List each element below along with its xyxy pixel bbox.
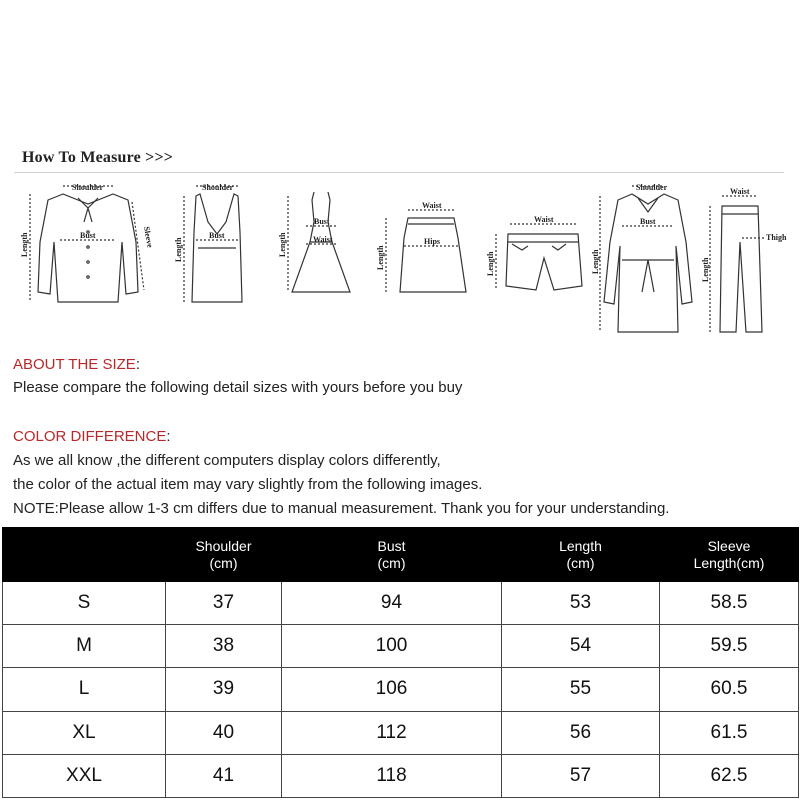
- label-length: Length: [376, 245, 385, 270]
- dress-figure: [276, 182, 366, 312]
- table-row: [3, 711, 799, 754]
- length-cell: 56: [502, 711, 660, 754]
- header-sleeve-length: Sleeve Length(cm): [660, 528, 799, 582]
- length-cell: 54: [502, 625, 660, 668]
- header-shoulder: Shoulder (cm): [166, 528, 282, 582]
- label-length: Length: [591, 249, 600, 274]
- color-difference-title: COLOR DIFFERENCE: [13, 428, 167, 445]
- color-difference-heading: [13, 428, 171, 445]
- header-size: [3, 528, 166, 582]
- label-length: Length: [486, 251, 495, 276]
- shoulder-cell: 37: [166, 582, 282, 625]
- table-header-row: [3, 528, 799, 582]
- label-shoulder: Shoulder: [636, 183, 668, 192]
- color-difference-line-2: the color of the actual item may vary slightly from the following images.: [13, 476, 483, 493]
- shoulder-cell: 39: [166, 668, 282, 711]
- table-row: [3, 668, 799, 711]
- label-waist: Waist: [534, 215, 554, 224]
- table-row: [3, 625, 799, 668]
- label-bust: Bust: [640, 217, 656, 226]
- guide-divider: [14, 172, 784, 173]
- about-size-heading: [13, 356, 140, 373]
- tank-top-figure: [172, 182, 262, 312]
- table-row: [3, 754, 799, 797]
- about-size-text: Please compare the following detail sizes with yours before you buy: [13, 379, 463, 396]
- about-size-colon: :: [135, 356, 140, 373]
- label-sleeve: Sleeve: [142, 225, 155, 249]
- label-length: Length: [278, 232, 287, 257]
- note-text: NOTE:Please allow 1-3 cm differs due to manual measurement. Thank you for your understanding.: [13, 500, 670, 517]
- size-cell: XL: [3, 711, 166, 754]
- header-bust: Bust (cm): [282, 528, 502, 582]
- label-length: Length: [174, 237, 183, 262]
- blouse-figure: [18, 182, 168, 312]
- shoulder-cell: 38: [166, 625, 282, 668]
- label-waist: Waist: [422, 201, 442, 210]
- label-thigh: Thigh: [766, 233, 787, 242]
- sleeve-length-cell: 62.5: [660, 754, 799, 797]
- color-difference-colon: :: [166, 428, 171, 445]
- label-waist: Waist: [730, 187, 750, 196]
- table-row: [3, 582, 799, 625]
- length-cell: 55: [502, 668, 660, 711]
- label-shoulder: Shoulder: [72, 183, 104, 192]
- label-waist: Waist: [313, 235, 333, 244]
- sleeve-length-cell: 60.5: [660, 668, 799, 711]
- sleeve-length-cell: 59.5: [660, 625, 799, 668]
- size-cell: XXL: [3, 754, 166, 797]
- bust-cell: 106: [282, 668, 502, 711]
- label-bust: Bust: [209, 231, 225, 240]
- label-length: Length: [20, 232, 29, 257]
- color-difference-line-1: As we all know ,the different computers display colors differently,: [13, 452, 441, 469]
- trousers-figure: [700, 182, 790, 342]
- bust-cell: 94: [282, 582, 502, 625]
- guide-title: How To Measure >>>: [22, 149, 174, 166]
- size-cell: L: [3, 668, 166, 711]
- bust-cell: 112: [282, 711, 502, 754]
- sleeve-length-cell: 61.5: [660, 711, 799, 754]
- label-bust: Bust: [314, 217, 330, 226]
- measure-guide: [14, 140, 788, 346]
- coat-figure: [592, 182, 702, 342]
- size-table: [2, 527, 799, 798]
- skirt-figure: [374, 182, 474, 312]
- size-cell: M: [3, 625, 166, 668]
- length-cell: 53: [502, 582, 660, 625]
- label-shoulder: Shoulder: [202, 183, 234, 192]
- sleeve-length-cell: 58.5: [660, 582, 799, 625]
- shoulder-cell: 41: [166, 754, 282, 797]
- shorts-figure: [478, 182, 588, 312]
- shoulder-cell: 40: [166, 711, 282, 754]
- about-size-title: ABOUT THE SIZE: [13, 356, 136, 373]
- header-length: Length (cm): [502, 528, 660, 582]
- bust-cell: 118: [282, 754, 502, 797]
- bust-cell: 100: [282, 625, 502, 668]
- label-bust: Bust: [80, 231, 96, 240]
- label-length: Length: [701, 257, 710, 282]
- length-cell: 57: [502, 754, 660, 797]
- size-cell: S: [3, 582, 166, 625]
- label-hips: Hips: [424, 237, 441, 246]
